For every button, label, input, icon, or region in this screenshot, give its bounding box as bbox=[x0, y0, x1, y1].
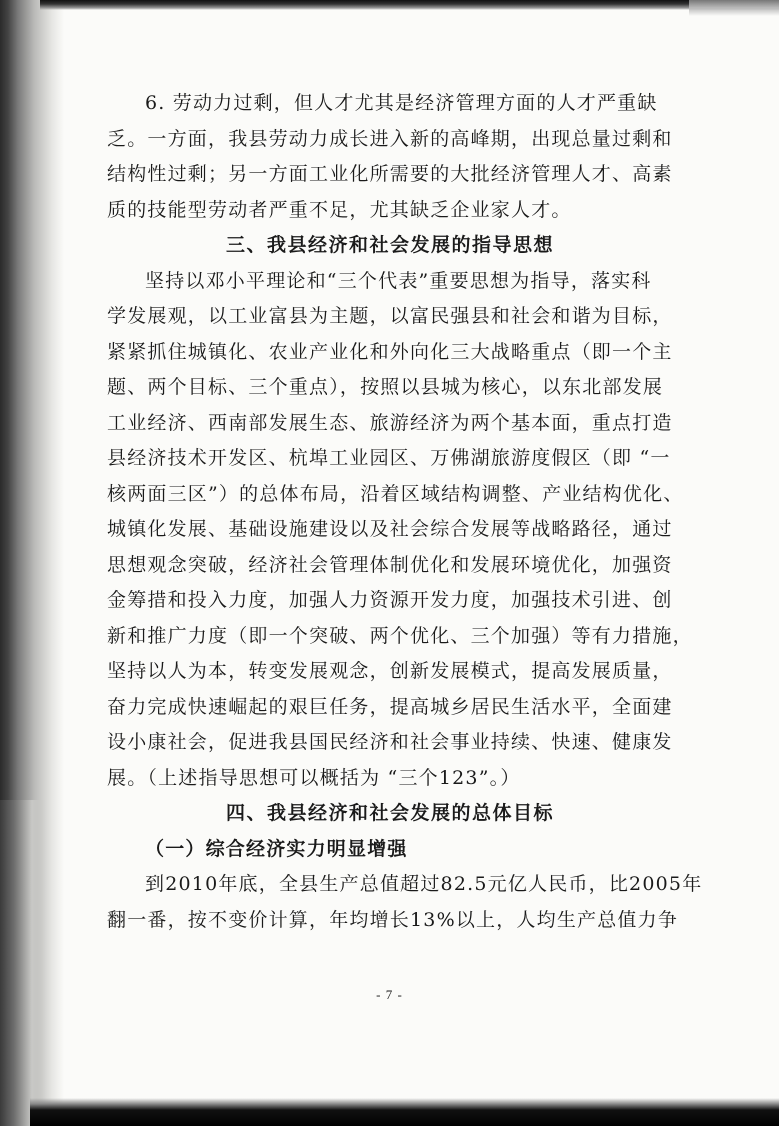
paragraph-line: 核两面三区”）的总体布局，沿着区域结构调整、产业结构优化、 bbox=[107, 482, 684, 505]
paragraph-line: 乏。一方面，我县劳动力成长进入新的高峰期，出现总量过剩和 bbox=[107, 127, 673, 150]
paragraph-line: 坚持以人为本，转变发展观念，创新发展模式，提高发展质量， bbox=[107, 660, 673, 682]
section-heading: 三、我县经济和社会发展的指导思想 bbox=[225, 234, 554, 256]
paragraph-line: 坚持以邓小平理论和“三个代表”重要思想为指导，落实科 bbox=[145, 269, 652, 292]
paragraph-line: 紧紧抓住城镇化、农业产业化和外向化三大战略重点（即一个主 bbox=[107, 340, 673, 363]
paragraph-line: 翻一番，按不变价计算，年均增长13%以上，人均生产总值力争 bbox=[107, 908, 679, 931]
paragraph-line: 6. 劳动力过剩，但人才尤其是经济管理方面的人才严重缺 bbox=[145, 92, 658, 114]
paragraph-line: 到2010年底，全县生产总值超过82.5元亿人民币，比2005年 bbox=[145, 873, 703, 895]
paragraph-line: 设小康社会，促进我县国民经济和社会事业持续、快速、健康发 bbox=[107, 731, 673, 753]
top-right-scan-edge bbox=[689, 0, 779, 16]
binding-shadow-lower bbox=[0, 800, 46, 1126]
paragraph-line: 题、两个目标、三个重点），按照以县城为核心，以东北部发展 bbox=[107, 376, 664, 398]
paragraph-line: 思想观念突破，经济社会管理体制优化和发展环境优化，加强资 bbox=[107, 553, 673, 576]
subsection-heading: （一）综合经济实力明显增强 bbox=[145, 837, 408, 860]
page-number: - 7 - bbox=[376, 987, 403, 1002]
paragraph-line: 学发展观，以工业富县为主题，以富民强县和社会和谐为目标， bbox=[107, 305, 673, 327]
paragraph-line: 城镇化发展、基础设施建设以及社会综合发展等战略路径，通过 bbox=[107, 518, 673, 540]
paragraph-line: 展。（上述指导思想可以概括为 “三个123”。） bbox=[107, 766, 521, 789]
body-text bbox=[107, 86, 703, 938]
paragraph-line: 质的技能型劳动者严重不足，尤其缺乏企业家人才。 bbox=[107, 198, 572, 221]
paragraph-line: 金筹措和投入力度，加强人力资源开发力度，加强技术引进、创 bbox=[107, 589, 673, 611]
top-scan-edge bbox=[40, 0, 779, 10]
section-heading: 四、我县经济和社会发展的总体目标 bbox=[225, 802, 554, 824]
paragraph-line: 奋力完成快速崛起的艰巨任务，提高城乡居民生活水平，全面建 bbox=[107, 695, 673, 718]
paragraph-line: 新和推广力度（即一个突破、两个优化、三个加强）等有力措施， bbox=[107, 624, 693, 647]
paragraph-line: 县经济技术开发区、杭埠工业园区、万佛湖旅游度假区（即 “一 bbox=[107, 447, 671, 469]
paragraph-line: 结构性过剩；另一方面工业化所需要的大批经济管理人才、高素 bbox=[107, 163, 673, 185]
bottom-scan-edge bbox=[30, 1098, 779, 1126]
paragraph-line: 工业经济、西南部发展生态、旅游经济为两个基本面，重点打造 bbox=[107, 411, 673, 434]
